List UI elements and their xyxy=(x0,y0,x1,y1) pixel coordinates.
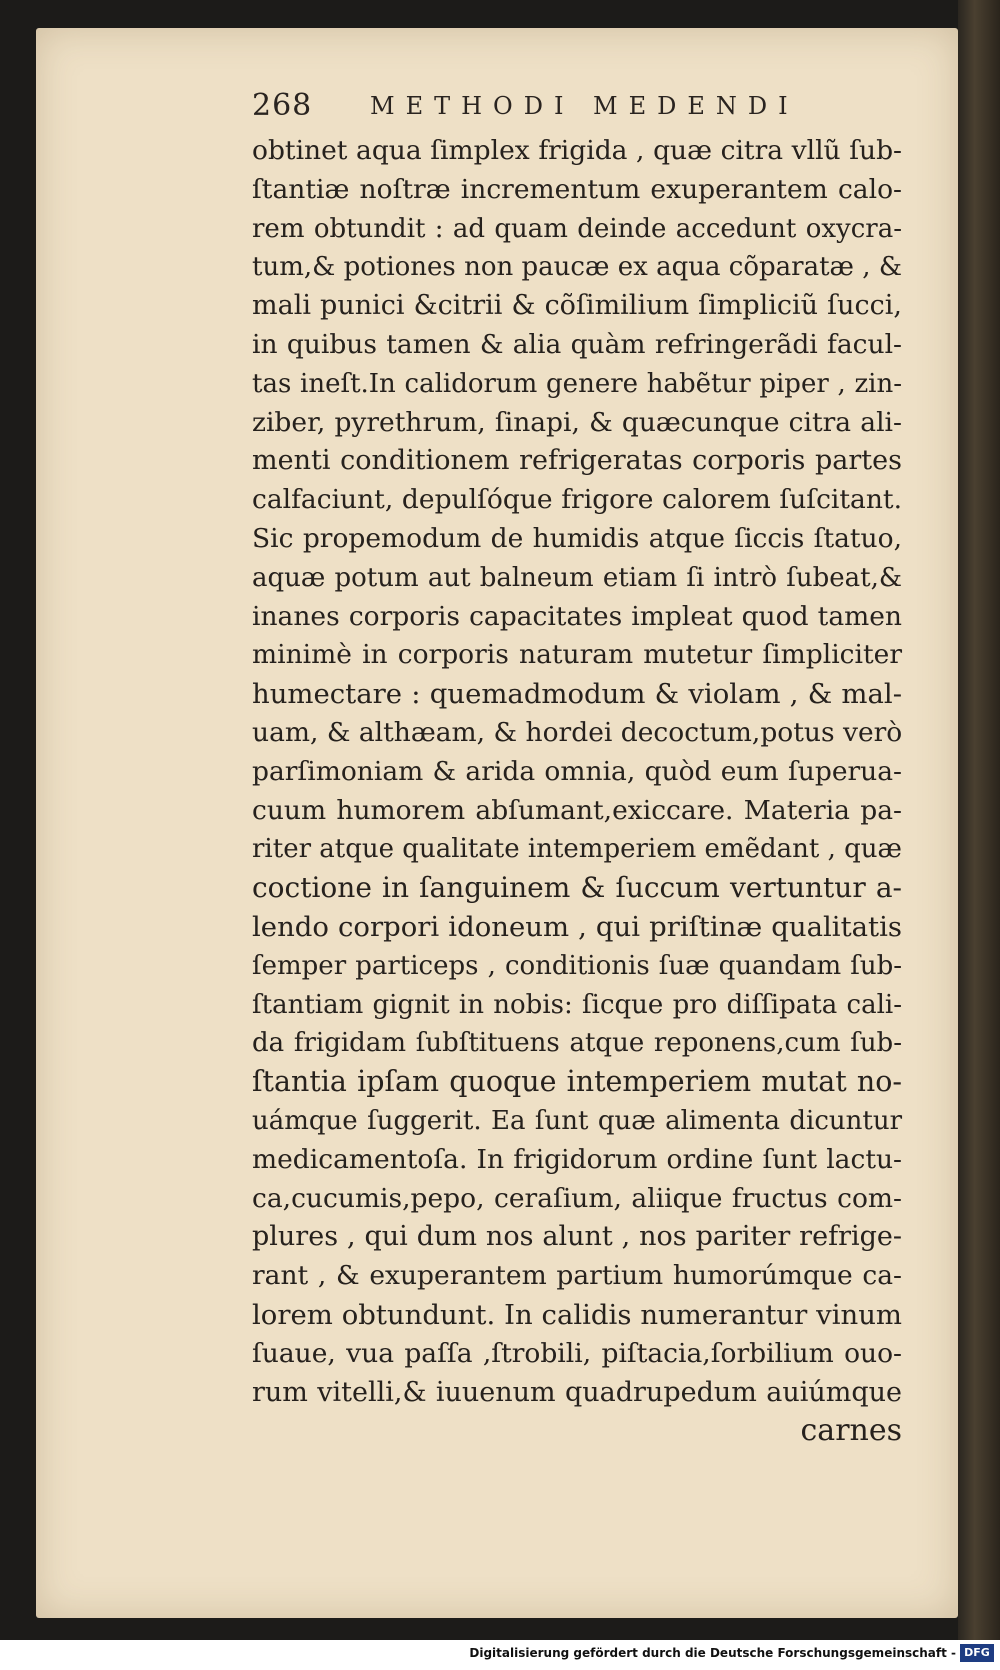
text-line: obtinet aqua ſimplex frigida , quæ citra vllũ ſub- xyxy=(252,135,902,166)
body-text xyxy=(252,132,902,1451)
text-line: ſuaue, vua paſſa ,ſtrobili, piſtacia,ſorbilium ouo- xyxy=(252,1337,902,1369)
running-head: METHODI MEDENDI xyxy=(370,92,799,120)
text-line: ſemper particeps , conditionis ſuæ quandam ſub- xyxy=(252,950,902,981)
text-line: ſtantiæ noſtræ incrementum exuperantem calo- xyxy=(252,173,902,205)
text-line: rum vitelli,& iuuenum quadrupedum auiúmque xyxy=(252,1376,902,1408)
page-number: 268 xyxy=(252,88,313,123)
text-line: rem obtundit : ad quam deinde accedunt oxycra- xyxy=(252,213,902,244)
text-line: tas ineſt.In calidorum genere habẽtur piper , zin- xyxy=(252,368,902,399)
digitization-footer xyxy=(0,1640,1000,1670)
text-line: coctione in ſanguinem & ſuccum vertuntur a- xyxy=(252,871,902,905)
text-line: Sic propemodum de humidis atque ſiccis ſtatuo, xyxy=(252,522,902,554)
text-line: da frigidam ſubſtituens atque reponens,cum ſub- xyxy=(252,1028,902,1059)
text-line: uámque ſuggerit. Ea ſunt quæ alimenta dicuntur xyxy=(252,1105,902,1136)
text-line: ſtantiam gignit in nobis: ſicque pro diſſipata cali- xyxy=(252,989,902,1020)
text-line: ca,cucumis,pepo, ceraſium, aliique fructus com- xyxy=(252,1182,902,1214)
text-line: minimè in corporis naturam mutetur ſimpliciter xyxy=(252,639,902,671)
funding-credit: Digitalisierung gefördert durch die Deutsche Forschungsgemeinschaft - xyxy=(469,1646,956,1660)
text-line: in quibus tamen & alia quàm refringerãdi facul- xyxy=(252,328,902,360)
text-line: humectare : quemadmodum & violam , & mal- xyxy=(252,678,902,711)
text-line: aquæ potum aut balneum etiam ſi intrò ſubeat,& xyxy=(252,562,902,593)
text-line: rant , & exuperantem partium humorúmque ca- xyxy=(252,1260,902,1292)
text-line: riter atque qualitate intemperiem emẽdant , quæ xyxy=(252,834,902,865)
text-line: tum,& potiones non paucæ ex aqua cõparatæ , & xyxy=(252,252,902,283)
text-line: mali punici &citrii & cõſimilium ſimpliciũ ſucci, xyxy=(252,290,902,322)
text-line: lorem obtundunt. In calidis numerantur vinum xyxy=(252,1298,902,1331)
dfg-logo: DFG xyxy=(960,1644,994,1662)
text-line: calfaciunt, depulſóque frigore calorem ſuſcitant. xyxy=(252,484,902,516)
text-line: lendo corpori idoneum , qui priſtinæ qualitatis xyxy=(252,910,902,943)
book-edge xyxy=(958,0,1000,1640)
text-line: inanes corporis capacitates impleat quod tamen xyxy=(252,600,902,632)
text-line: plures , qui dum nos alunt , nos pariter refrige- xyxy=(252,1221,902,1253)
text-line: ſtantia ipſam quoque intemperiem mutat no- xyxy=(252,1065,902,1099)
text-line: uam, & althæam, & hordei decoctum,potus verò xyxy=(252,716,903,748)
page-header xyxy=(252,88,892,128)
catchword: carnes xyxy=(800,1413,902,1449)
text-line: ziber, pyrethrum, ſinapi, & quæcunque citra ali- xyxy=(252,406,902,438)
text-line: medicamentoſa. In frigidorum ordine ſunt lactu- xyxy=(252,1143,902,1175)
text-line: parſimoniam & arida omnia, quòd eum ſuperua- xyxy=(252,755,902,787)
text-line: cuum humorem abſumant,exiccare. Materia pa- xyxy=(252,794,902,826)
text-line: menti conditionem refrigeratas corporis partes xyxy=(252,445,902,477)
